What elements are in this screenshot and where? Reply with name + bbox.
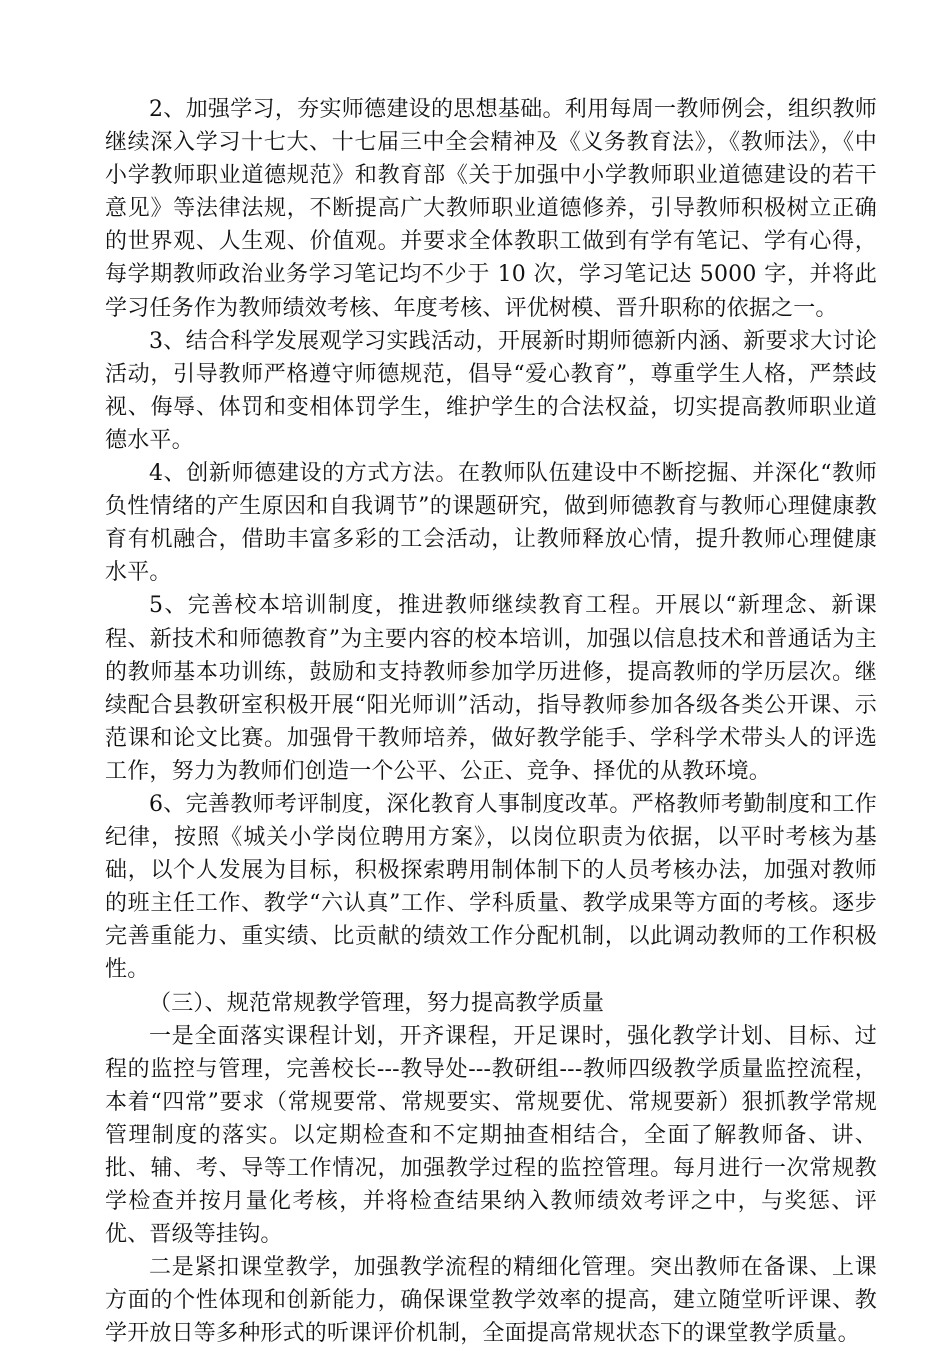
paragraph-6: 6、完善教师考评制度，深化教育人事制度改革。严格教师考勤制度和工作纪律，按照《城关小学岗位聘用方案》，以岗位职责为依据，以平时考核为基础，以个人发展为目标，积极探索聘用制体制下的人员考核办法，加强对教师的班主任工作、教学“六认真”工作、学科质量、教学成果等方面的考核。逐步完善重能力、重实绩、比贡献的绩效工作分配机制，以此调动教师的工作积极性。 (105, 791, 877, 983)
section-paragraph-1: 一是全面落实课程计划，开齐课程，开足课时，强化教学计划、目标、过程的监控与管理，完善校长---教导处---教研组---教师四级教学质量监控流程，本着“四常”要求（常规要常、常规要实、常规要优、常规要新）狠抓教学常规管理制度的落实。以定期检查和不定期抽查相结合，全面了解教师备、讲、批、辅、考、导等工作情况，加强教学过程的监控管理。每月进行一次常规教学检查并按月量化考核，并将检查结果纳入教师绩效考评之中，与奖惩、评优、晋级等挂钩。 (105, 1023, 877, 1248)
paragraph-2: 2、加强学习，夯实师德建设的思想基础。利用每周一教师例会，组织教师继续深入学习十七大、十七届三中全会精神及《义务教育法》，《教师法》，《中小学教师职业道德规范》和教育部《关于加强中小学教师职业道德建设的若干意见》等法律法规，不断提高广大教师职业道德修养，引导教师积极树立正确的世界观、人生观、价值观。并要求全体教职工做到有学有笔记、学有心得，每学期教师政治业务学习笔记均不少于 10 次，学习笔记达 5000 字，并将此学习任务作为教师绩效考核、年度考核、评优树模、晋升职称的依据之一。 (105, 97, 877, 321)
document-page (105, 93, 877, 1351)
paragraph-5: 5、完善校本培训制度，推进教师继续教育工程。开展以“新理念、新课程、新技术和师德教育”为主要内容的校本培训，加强以信息技术和普通话为主的教师基本功训练，鼓励和支持教师参加学历进修，提高教师的学历层次。继续配合县教研室积极开展“阳光师训”活动，指导教师参加各级各类公开课、示范课和论文比赛。加强骨干教师培养，做好教学能手、学科学术带头人的评选工作，努力为教师们创造一个公平、公正、竞争、择优的从教环境。 (105, 593, 877, 784)
section-heading: （三）、规范常规教学管理，努力提高教学质量 (149, 990, 605, 1016)
paragraph-4: 4、创新师德建设的方式方法。在教师队伍建设中不断挖掘、并深化“教师负性情绪的产生原因和自我调节”的课题研究，做到师德教育与教师心理健康教育有机融合，借助丰富多彩的工会活动，让教师释放心情，提升教师心理健康水平。 (105, 461, 877, 586)
paragraph-3: 3、结合科学发展观学习实践活动，开展新时期师德新内涵、新要求大讨论活动，引导教师严格遵守师德规范，倡导“爱心教育”，尊重学生人格，严禁歧视、侮辱、体罚和变相体罚学生，维护学生的合法权益，切实提高教师职业道德水平。 (105, 328, 877, 453)
section-paragraph-2: 二是紧扣课堂教学，加强教学流程的精细化管理。突出教师在备课、上课方面的个性体现和创新能力，确保课堂教学效率的提高，建立随堂听评课、教学开放日等多种形式的听课评价机制，全面提高常规状态下的课堂教学质量。 (105, 1255, 877, 1347)
